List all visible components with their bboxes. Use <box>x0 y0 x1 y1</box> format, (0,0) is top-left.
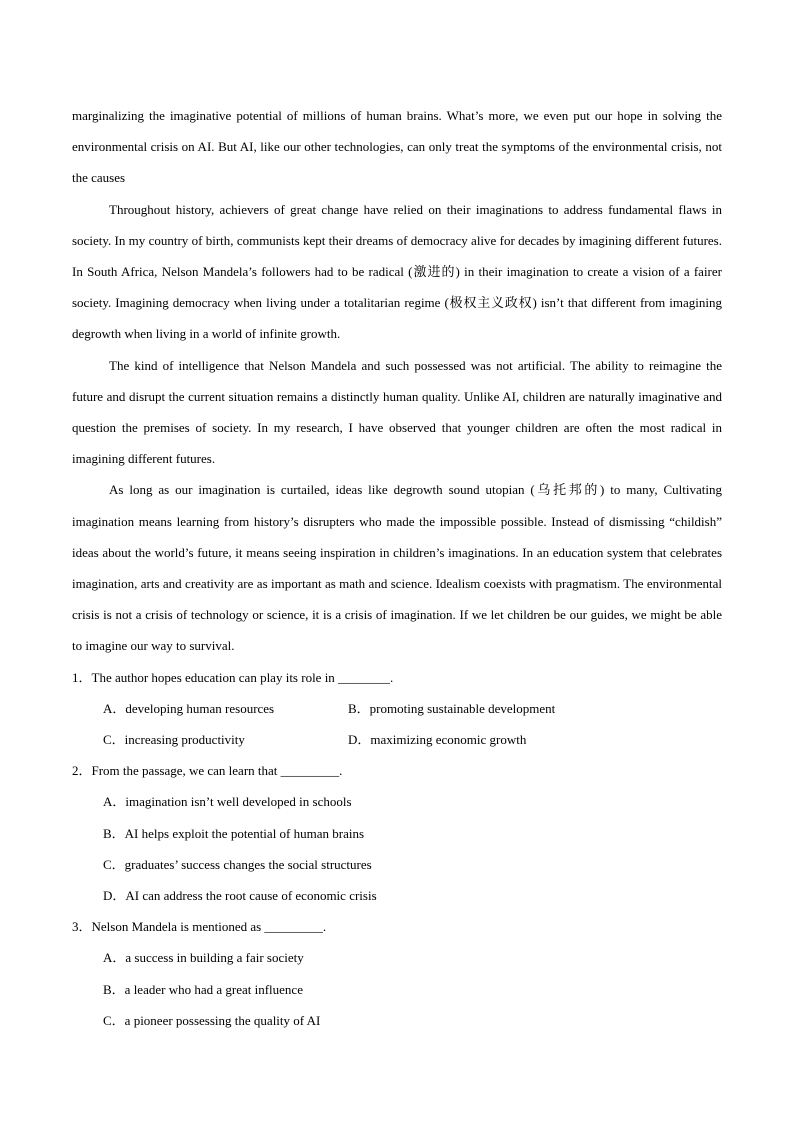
question-1-options <box>72 693 722 755</box>
question-3-stem: 3．Nelson Mandela is mentioned as _________. <box>72 919 327 935</box>
question-3-option-b[interactable]: B．a leader who had a great influence <box>103 981 303 997</box>
passage-paragraph-2: Throughout history, achievers of great change have relied on their imaginations to address fundamental flaws in society. In my country of birth, communists kept their dreams of democracy alive for decades by imagining different futures. In South Africa, Nelson Mandela’s followers had to be radical (激进的) in their imagination to create a vision of a fairer society. Imagining democracy when living under a totalitarian regime (极权主义政权) isn’t that different from imagining degrowth when living in a world of infinite growth. <box>72 201 722 342</box>
question-2-options <box>72 786 722 911</box>
question-1-options-row-2 <box>103 724 722 755</box>
question-2-option-b[interactable]: B．AI helps exploit the potential of human brains <box>103 825 365 841</box>
question-1 <box>72 662 722 756</box>
question-1-option-b[interactable]: B．promoting sustainable development <box>348 700 556 716</box>
question-1-option-c[interactable]: C．increasing productivity <box>103 732 245 748</box>
passage-paragraph-4: As long as our imagination is curtailed, ideas like degrowth sound utopian (乌托邦的) to many, Cultivating imagination means learning from history’s disrupters who made the impossible possible. Instead of dismissing “childish” ideas about the world’s future, it means seeing inspiration in children’s imaginations. In an education system that celebrates imagination, arts and creativity are as important as math and science. Idealism coexists with pragmatism. The environmental crisis is not a crisis of technology or science, it is a crisis of imagination. If we let children be our guides, we might be able to imagine our way to survival. <box>72 482 722 654</box>
question-3-option-c[interactable]: C．a pioneer possessing the quality of AI <box>103 1012 321 1028</box>
question-1-options-row-1 <box>103 693 722 724</box>
question-2-option-d[interactable]: D．AI can address the root cause of economic crisis <box>103 888 377 904</box>
question-3-option-a[interactable]: A．a success in building a fair society <box>103 950 304 966</box>
passage-paragraph-3: The kind of intelligence that Nelson Mandela and such possessed was not artificial. The ability to reimagine the future and disrupt the current situation remains a distinctly human quality. Unlike AI, children are naturally imaginative and question the premises of society. In my research, I have observed that younger children are often the most radical in imagining different futures. <box>72 357 722 467</box>
question-2 <box>72 755 722 911</box>
question-1-option-d[interactable]: D．maximizing economic growth <box>348 732 527 748</box>
document-page <box>72 100 722 1036</box>
question-1-option-a[interactable]: A．developing human resources <box>103 700 275 716</box>
question-3-options <box>72 942 722 1036</box>
passage-paragraph-1: marginalizing the imaginative potential of millions of human brains. What’s more, we even put our hope in solving the environmental crisis on AI. But AI, like our other technologies, can only treat the symptoms of the environmental crisis, not the causes <box>72 108 722 186</box>
question-3 <box>72 911 722 1036</box>
question-2-option-a[interactable]: A．imagination isn’t well developed in schools <box>103 794 352 810</box>
question-2-stem: 2．From the passage, we can learn that _________. <box>72 763 343 779</box>
question-2-option-c[interactable]: C．graduates’ success changes the social structures <box>103 856 372 872</box>
question-1-stem: 1．The author hopes education can play its role in ________. <box>72 669 394 685</box>
